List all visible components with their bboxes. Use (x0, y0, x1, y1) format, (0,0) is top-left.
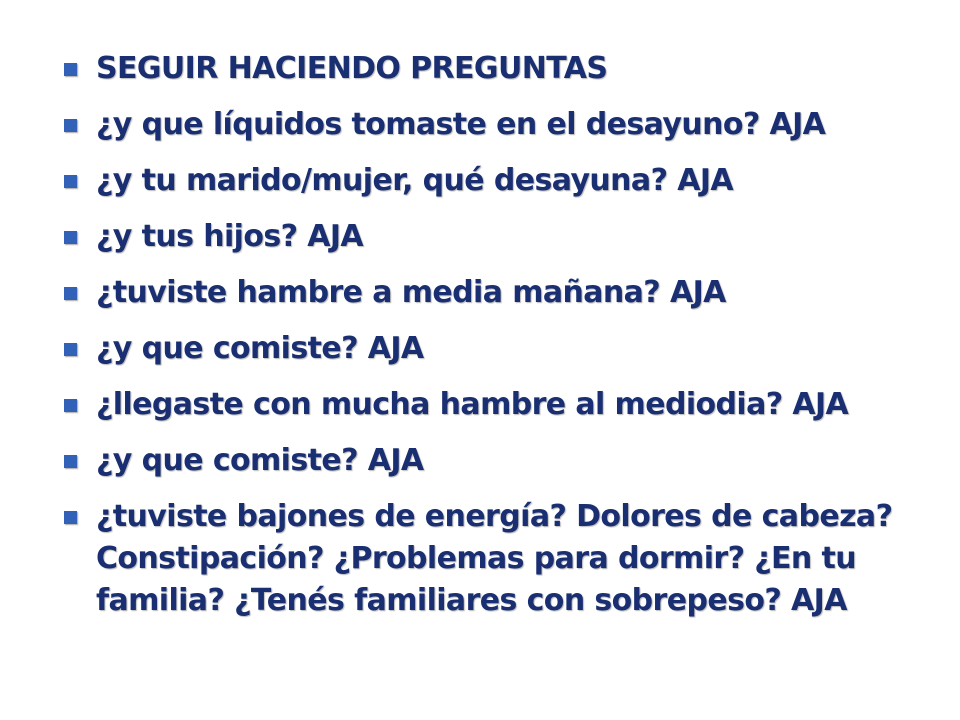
square-bullet-icon (64, 119, 77, 132)
bullet-list (60, 48, 940, 636)
bullet-text: SEGUIR HACIENDO PREGUNTAS (96, 51, 608, 86)
bullet-text: ¿y tus hijos? AJA (96, 219, 364, 254)
bullet-text: ¿tuviste hambre a media mañana? AJA (96, 275, 726, 310)
bullet-text: ¿y que comiste? AJA (96, 331, 424, 366)
square-bullet-icon (64, 455, 77, 468)
bullet-item-1 (60, 48, 940, 90)
bullet-item-8 (60, 440, 940, 482)
bullet-text: ¿y que líquidos tomaste en el desayuno? AJA (96, 107, 826, 142)
bullet-text: ¿llegaste con mucha hambre al mediodia? AJA (96, 387, 849, 422)
bullet-item-3 (60, 160, 940, 202)
bullet-text: ¿y tu marido/mujer, qué desayuna? AJA (96, 163, 734, 198)
square-bullet-icon (64, 511, 77, 524)
square-bullet-icon (64, 175, 77, 188)
bullet-item-9 (60, 496, 940, 622)
square-bullet-icon (64, 399, 77, 412)
square-bullet-icon (64, 231, 77, 244)
bullet-text: ¿y que comiste? AJA (96, 443, 424, 478)
bullet-item-2 (60, 104, 940, 146)
bullet-item-7 (60, 384, 940, 426)
bullet-item-5 (60, 272, 940, 314)
square-bullet-icon (64, 287, 77, 300)
bullet-item-4 (60, 216, 940, 258)
bullet-item-6 (60, 328, 940, 370)
bullet-text: ¿tuviste bajones de energía? Dolores de cabeza? Constipación? ¿Problemas para dormir? ¿En tu familia? ¿Tenés familiares con sobrepeso? AJA (96, 499, 893, 618)
square-bullet-icon (64, 343, 77, 356)
square-bullet-icon (64, 63, 77, 76)
